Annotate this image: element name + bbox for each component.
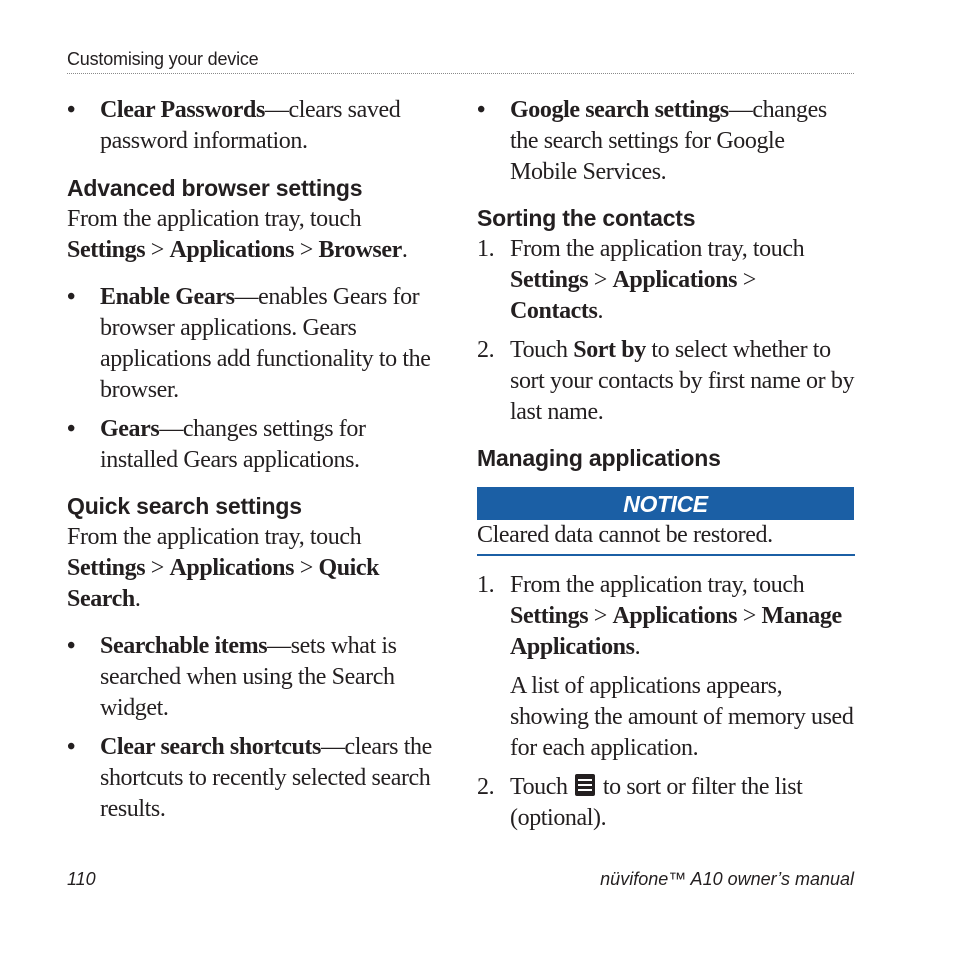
path-separator: > xyxy=(150,237,164,263)
path-separator: > xyxy=(299,237,313,263)
path-settings: Settings xyxy=(67,237,146,263)
desc-clear-search-shortcuts: —clears the shortcuts to recently selected search results. xyxy=(100,734,432,822)
term-clear-passwords: Clear Passwords xyxy=(100,97,265,123)
menu-icon xyxy=(575,774,595,796)
bullet-mark: • xyxy=(477,97,486,123)
path-applications: Applications xyxy=(612,603,738,629)
bullet-mark: • xyxy=(67,97,76,123)
desc-searchable-items: —sets what is searched when using the Search widget. xyxy=(100,633,397,721)
path-settings: Settings xyxy=(67,555,146,581)
path-separator: > xyxy=(593,267,607,293)
bullet-mark: • xyxy=(67,284,76,310)
step-number: 2. xyxy=(477,337,495,363)
step-rest: to select whether to sort your contacts by first name or by last name. xyxy=(510,337,855,425)
term-sort-by: Sort by xyxy=(573,337,646,363)
note-text: A list of applications appears, showing the amount of memory used for each application. xyxy=(510,673,854,761)
term-clear-search-shortcuts: Clear search shortcuts xyxy=(100,734,321,760)
bullet-enable-gears xyxy=(67,282,447,406)
step-sorting-2 xyxy=(477,335,855,428)
right-column xyxy=(477,95,855,834)
header-title: Customising your device xyxy=(67,49,259,69)
desc-clear-passwords: —clears saved password information. xyxy=(100,97,401,154)
step-number: 1. xyxy=(477,236,495,262)
term-gears: Gears xyxy=(100,416,160,442)
path-separator: > xyxy=(742,603,756,629)
path-settings: Settings xyxy=(510,267,589,293)
bullet-mark: • xyxy=(67,416,76,442)
bullet-google-search-settings xyxy=(477,95,855,188)
para-advanced-browser xyxy=(67,204,447,266)
period: . xyxy=(634,634,641,660)
term-google-search-settings: Google search settings xyxy=(510,97,729,123)
path-applications: Applications xyxy=(169,237,295,263)
term-enable-gears: Enable Gears xyxy=(100,284,235,310)
page-number: 110 xyxy=(67,869,96,889)
desc-enable-gears: —enables Gears for browser applications. Gears applications add functionality to the browser. xyxy=(100,284,431,403)
heading-managing-applications: Managing applications xyxy=(477,445,721,471)
intro-text: From the application tray, touch xyxy=(510,236,805,262)
para-quick-search xyxy=(67,522,447,615)
period: . xyxy=(401,237,408,263)
path-quick-search: Quick Search xyxy=(67,555,380,612)
left-column xyxy=(67,95,447,825)
term-searchable-items: Searchable items xyxy=(100,633,268,659)
heading-advanced-browser: Advanced browser settings xyxy=(67,175,363,201)
notice-label: NOTICE xyxy=(477,487,854,520)
bullet-clear-search-shortcuts xyxy=(67,732,447,825)
period: . xyxy=(134,586,141,612)
path-separator: > xyxy=(593,603,607,629)
bullet-gears xyxy=(67,414,447,476)
intro-text: From the application tray, touch xyxy=(67,524,362,550)
intro-text: From the application tray, touch xyxy=(510,572,805,598)
manual-title: nüvifone™ A10 owner’s manual xyxy=(600,869,854,889)
running-header xyxy=(67,47,854,74)
path-applications: Applications xyxy=(612,267,738,293)
intro-text: From the application tray, touch xyxy=(67,206,362,232)
path-applications: Applications xyxy=(169,555,295,581)
period: . xyxy=(597,298,604,324)
bullet-mark: • xyxy=(67,633,76,659)
step-managing-1 xyxy=(477,570,855,663)
bullet-clear-passwords xyxy=(67,95,447,157)
path-settings: Settings xyxy=(510,603,589,629)
step-managing-2 xyxy=(477,772,855,834)
path-separator: > xyxy=(150,555,164,581)
bullet-mark: • xyxy=(67,734,76,760)
step-number: 2. xyxy=(477,774,495,800)
bullet-searchable-items xyxy=(67,631,447,724)
heading-quick-search: Quick search settings xyxy=(67,493,302,519)
path-manage-applications: Manage Applications xyxy=(510,603,842,660)
path-separator: > xyxy=(742,267,756,293)
step-managing-1-note xyxy=(477,671,855,764)
heading-sorting-contacts: Sorting the contacts xyxy=(477,205,696,231)
step-pre: Touch xyxy=(510,337,574,363)
path-separator: > xyxy=(299,555,313,581)
step-rest: to sort or filter the list (optional). xyxy=(510,774,803,831)
step-sorting-1 xyxy=(477,234,855,327)
step-pre: Touch xyxy=(510,774,568,800)
notice-text: Cleared data cannot be restored. xyxy=(477,520,855,556)
path-contacts: Contacts xyxy=(510,298,598,324)
path-browser: Browser xyxy=(318,237,402,263)
step-number: 1. xyxy=(477,572,495,598)
desc-gears: —changes settings for installed Gears applications. xyxy=(100,416,366,473)
desc-google-search-settings: —changes the search settings for Google Mobile Services. xyxy=(510,97,827,185)
notice-box xyxy=(477,487,855,556)
